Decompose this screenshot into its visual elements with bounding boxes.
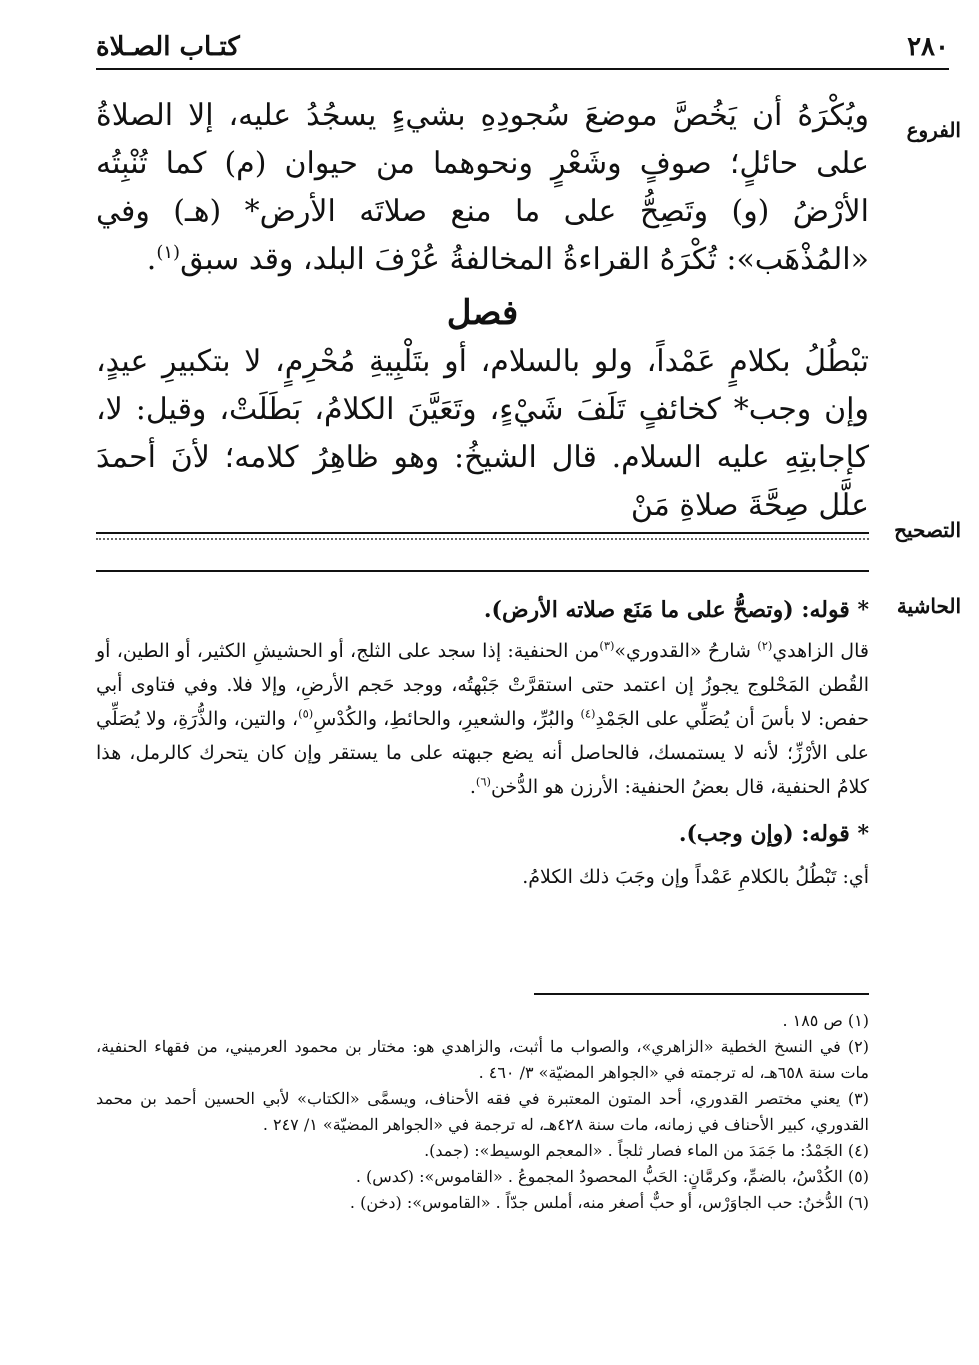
section-separator: [96, 570, 869, 572]
footnote-ref-3: (٣): [599, 638, 615, 653]
main-text-rule: [96, 532, 869, 534]
footnote-ref-6: (٦): [475, 774, 491, 789]
commentary-body-1: [96, 634, 869, 804]
tashih-dotted-line: [96, 538, 869, 540]
side-label-furu: الفروع: [906, 118, 961, 142]
commentary-text-e: ، والتين، والذُّرَةِ، ولا يُصَلِّي على الأرْزِّ؛ لأنه لا يستمسك، فالحاصل أنه يضع جبهته على ما يستقر وإن كان يتحرك كالرمل، هذا كلامُ الحنفية، قال بعضُ الحنفية: الأرزن هو الدُّخن: [96, 708, 869, 798]
footnote-ref-4: (٤): [580, 706, 596, 721]
footnote: (٢) في النسخ الخطية «الزاهري»، والصواب ما أثبت، والزاهدي هو: مختار بن محمود العرميني، من فقهاء الحنفية، مات سنة ٦٥٨هـ، له ترجمته في «الجواهر المضيّة» ٣/ ٤٦٠ .: [96, 1037, 869, 1082]
header-rule: [96, 68, 949, 70]
commentary-text-b: شارحُ «القدوري»: [614, 640, 758, 662]
main-paragraph-2: تبْطُلُ بكلامٍ عَمْداً، ولو بالسلام، أو بتَلْبِيةِ مُحْرِمٍ، لا بتكبيرِ عيدٍ، وإن وجب* كخائفٍ تَلَفَ شَيْءٍ، وتَعَيَّنَ الكلامُ، بَطَلَتْ، وقيل: لا، كإجابتِهِ عليه السلام. قال الشيخُ: وهو ظاهِرُ كلامه؛ لأنَ أحمدَ علَّل صِحَّةَ صلاةِ مَنْ: [96, 344, 870, 523]
footnote-separator: [534, 993, 869, 995]
page-number: ٢٨٠: [907, 32, 949, 62]
commentary-body-2: أي: تَبْطُلُ بالكلامِ عَمْداً وإن وجَبَ ذلك الكلامُ.: [522, 866, 869, 888]
side-label-tashih: التصحيح: [894, 518, 961, 542]
commentary-heading-1: * قوله: (وتصحُّ على ما مَنَع صلاته الأرض).: [483, 597, 869, 623]
footnotes: [96, 1008, 869, 1216]
footnote: (٤) الجَمْدُ: ما جَمَدَ من الماء فصار ثلجاً . «المعجم الوسيط»: (جمد).: [424, 1141, 869, 1160]
section-heading: فصل: [446, 293, 519, 333]
main-paragraph-1-text: ويُكْرَهُ أن يَخُصَّ موضعَ سُجودِهِ بشيءٍ يسجُدُ عليه، إلا الصلاةُ على حائلٍ؛ صوفٍ وشَعْرٍ ونحوهما من حيوان (م) كما تُنْبِتُه الأرْضُ (و) وتَصِحُّ على ما منع صلاتَه الأرض* (هـ) وفي «المُذْهَب»: تُكْرَهُ القراءةُ المخالفةُ عُرْفَ البلد، وقد سبق: [96, 98, 869, 277]
footnote: (١) ص ١٨٥ .: [782, 1011, 869, 1030]
side-label-hashiya: الحاشية: [896, 594, 961, 618]
commentary-text-d: والبُرِّ، والشعيرِ، والحائطِ، والكُدْسِ: [313, 708, 581, 730]
footnote-ref-5: (٥): [298, 706, 314, 721]
footnote: (٥) الكُدْسُ، بالضمِّ، وكرمَّانٍ: الحَبُّ المحصودُ المجموعُ . «القاموس»: (كدس) .: [355, 1167, 869, 1186]
commentary: [96, 590, 869, 894]
page-header: [96, 30, 949, 70]
running-title: كتـاب الصـلاة: [96, 32, 240, 62]
footnote-ref-1: (١): [156, 242, 181, 263]
main-paragraph-1: [96, 92, 869, 284]
commentary-text-f: .: [469, 776, 476, 798]
commentary-heading-2: * قوله: (وإن وجب).: [678, 821, 869, 847]
commentary-text-a: قال الزاهدي: [772, 640, 869, 662]
commentary-text-c: من الحنفية: إذا سجد على الثلج، أو الحشيشِ الكثير، أو الطين، أو القُطن المَحْلوج يجوزُ إن اعتمد حتى استقرَّتْ جَبْهتُه، ووجد حَجم الأرضِ، وإلا فلا. وفي فتاوى أبي حفص: لا بأسَ أن يُصَلِّي على الجَمْدِ: [96, 640, 869, 730]
footnote-ref-2: (٢): [757, 638, 773, 653]
footnote: (٣) يعني مختصر القدوري، أحد المتون المعتبرة في فقه الأحناف، ويسمَّى «الكتاب» لأبي الحسين أحمد بن محمد القدوري، كبير الأحناف في زمانه، مات سنة ٤٢٨هـ، له ترجمة في «الجواهر المضيّة» ١/ ٢٤٧ .: [96, 1089, 869, 1134]
main-paragraph-1-end: .: [146, 242, 157, 277]
main-text: [96, 92, 869, 534]
footnote: (٦) الدُّخنُ: حب الجاوَرْس، أو حبٌّ أصغر منه، أملس جدّاً . «القاموس»: (دخن) .: [349, 1193, 869, 1212]
